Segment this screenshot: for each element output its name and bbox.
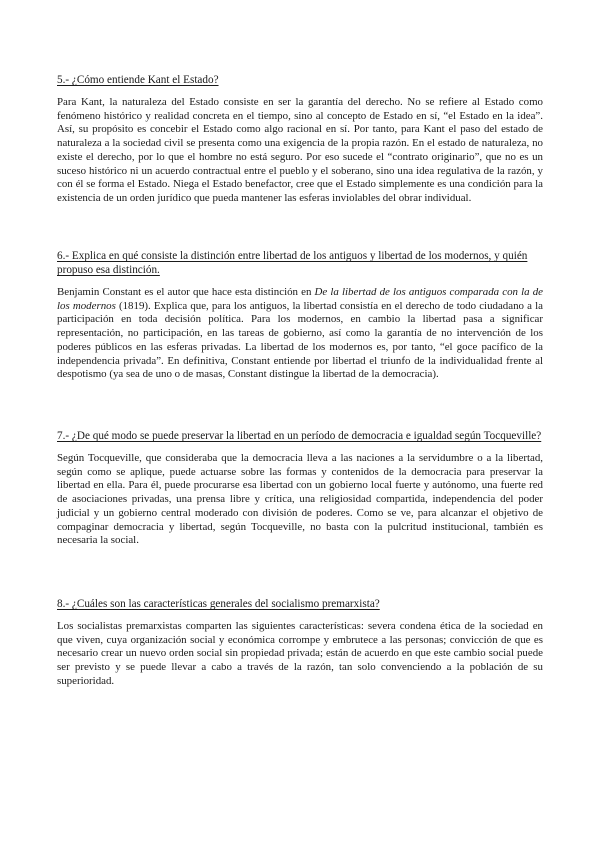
- answer-paragraph: Los socialistas premarxistas comparten las siguientes características: severa condena ética de la sociedad en que viven, cuya organización social y económica corrompe y embrutece a las personas; convicción de que es necesario crear un nuevo orden social sin propiedad privada; están de acuerdo en que este cambio social puede ser previsto y se puede llevar a cabo a través de la razón, tan solo convenciendo a la población de su superioridad.: [57, 620, 543, 687]
- question-heading: 7.- ¿De qué modo se puede preservar la libertad en un período de democracia e igualdad según Tocqueville?: [57, 430, 542, 442]
- answer-paragraph: Para Kant, la naturaleza del Estado consiste en ser la garantía del derecho. No se refiere al Estado como fenómeno histórico y realidad concreta en el tiempo, sino al concepto de Estado en sí, “el Estado en la idea”. Así, su propósito es concebir el Estado como algo racional en sí. Por tanto, para Kant el paso del estado de naturaleza a la sociedad civil se presenta como una exigencia de la propia razón. En el estado de naturaleza, no existe el derecho, por lo que el hombre no está seguro. Por eso sucede el “contrato originario”, que no es un suceso histórico ni un acuerdo contractual entre el pueblo y el soberano, sino una idea regulativa de la razón, y con él se forma el Estado. Niega el Estado benefactor, cree que el Estado simplemente es una condición para la existencia de un orden jurídico que pueda mantener las esferas inviolables del obrar individual.: [57, 96, 543, 204]
- book-title: De la libertad de los antiguos comparada con la de los modernos: [57, 286, 543, 312]
- question-heading: 8.- ¿Cuáles son las características generales del socialismo premarxista?: [57, 598, 380, 610]
- section-socialism: [57, 597, 543, 689]
- section-constant: [57, 249, 543, 382]
- answer-paragraph: [57, 286, 543, 382]
- question-heading: 5.- ¿Cómo entiende Kant el Estado?: [57, 74, 219, 86]
- answer-text-after: (1819). Explica que, para los antiguos, la libertad consistía en el derecho de todo ciudadano a la participación en toda decisión política. Para los modernos, en cambio la libertad pasa a significar representación, no participación, en las tareas de gobierno, así como la garantía de no intervención de los poderes públicos en las esferas privadas. La libertad de los modernos es, por tanto, “el goce pacífico de la independencia privada”. En definitiva, Constant entiende por libertad el triunfo de la individualidad frente al despotismo (ya sea de uno o de masas, Constant distingue la libertad de la democracia).: [57, 299, 543, 381]
- section-tocqueville: [57, 429, 543, 548]
- answer-text-before: Benjamin Constant es el autor que hace esta distinción en: [57, 286, 315, 298]
- answer-paragraph: Según Tocqueville, que consideraba que la democracia lleva a las naciones a la servidumbre o a la libertad, según como se aplique, puede actuarse sobre las formas y contenidos de la democracia para preservar la libertad en ella. Para él, puede procurarse esa libertad con un gobierno local fuerte y autónomo, una fuerte red de asociaciones privadas, una prensa libre y crítica, una religiosidad compartida, independencia del poder judicial y un gobierno central moderado con división de poderes. Como se ve, para alcanzar el objetivo de compaginar democracia y libertad, según Tocqueville, no basta con la pulcritud institucional, también es necesaria la social.: [57, 452, 543, 547]
- question-heading: 6.- Explica en qué consiste la distinción entre libertad de los antiguos y libertad de los modernos, y quién propuso esa distinción.: [57, 250, 528, 276]
- section-kant: [57, 73, 543, 206]
